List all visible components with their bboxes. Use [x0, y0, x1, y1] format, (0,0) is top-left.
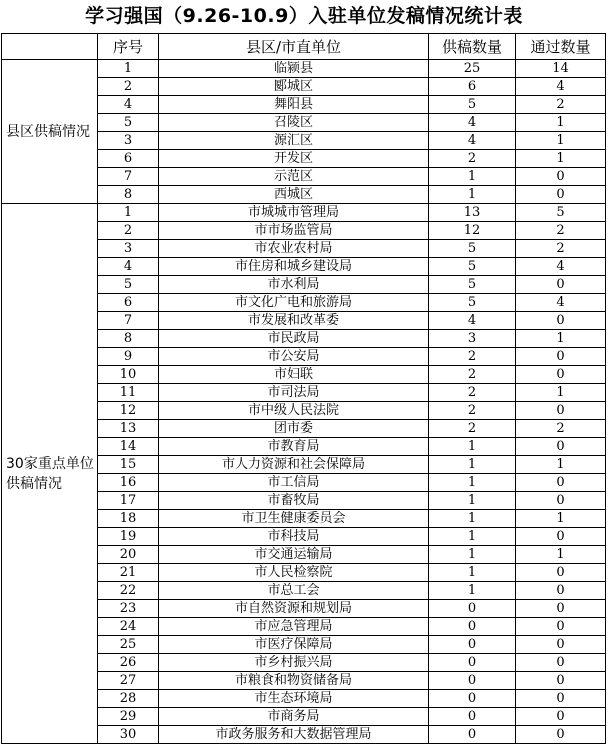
row-number: 17: [98, 492, 159, 510]
unit-name: 市教育局: [159, 438, 429, 456]
row-number: 2: [98, 78, 159, 96]
passed-count: 0: [516, 654, 606, 672]
unit-name: 市科技局: [159, 528, 429, 546]
passed-count: 1: [516, 132, 606, 150]
submitted-count: 2: [429, 348, 516, 366]
unit-name: 源汇区: [159, 132, 429, 150]
passed-count: 0: [516, 474, 606, 492]
submitted-count: 12: [429, 222, 516, 240]
unit-name: 市文化广电和旅游局: [159, 294, 429, 312]
passed-count: 0: [516, 402, 606, 420]
row-number: 26: [98, 654, 159, 672]
unit-name: 市自然资源和规划局: [159, 600, 429, 618]
unit-name: 市民政局: [159, 330, 429, 348]
submitted-count: 1: [429, 186, 516, 204]
passed-count: 0: [516, 312, 606, 330]
submitted-count: 2: [429, 150, 516, 168]
submitted-count: 0: [429, 690, 516, 708]
unit-name: 市农业农村局: [159, 240, 429, 258]
passed-count: 2: [516, 96, 606, 114]
passed-count: 4: [516, 78, 606, 96]
submitted-count: 4: [429, 132, 516, 150]
passed-count: 0: [516, 618, 606, 636]
submitted-count: 0: [429, 600, 516, 618]
unit-name: 市住房和城乡建设局: [159, 258, 429, 276]
unit-name: 市水利局: [159, 276, 429, 294]
table-row: [2, 60, 606, 78]
submitted-count: 0: [429, 672, 516, 690]
row-number: 6: [98, 294, 159, 312]
unit-name: 西城区: [159, 186, 429, 204]
row-number: 27: [98, 672, 159, 690]
unit-name: 市医疗保障局: [159, 636, 429, 654]
row-number: 7: [98, 168, 159, 186]
passed-count: 4: [516, 258, 606, 276]
passed-count: 2: [516, 222, 606, 240]
submitted-count: 1: [429, 582, 516, 600]
submitted-count: 1: [429, 546, 516, 564]
passed-count: 0: [516, 366, 606, 384]
unit-name: 市发展和改革委: [159, 312, 429, 330]
submitted-count: 0: [429, 618, 516, 636]
submitted-count: 0: [429, 654, 516, 672]
unit-name: 市卫生健康委员会: [159, 510, 429, 528]
unit-name: 市总工会: [159, 582, 429, 600]
submitted-count: 25: [429, 60, 516, 78]
passed-count: 2: [516, 240, 606, 258]
submitted-count: 1: [429, 168, 516, 186]
submitted-count: 4: [429, 114, 516, 132]
header-category: [2, 34, 98, 60]
submitted-count: 2: [429, 366, 516, 384]
passed-count: 0: [516, 186, 606, 204]
passed-count: 0: [516, 564, 606, 582]
submitted-count: 2: [429, 402, 516, 420]
submitted-count: 0: [429, 726, 516, 744]
unit-name: 市应急管理局: [159, 618, 429, 636]
passed-count: 0: [516, 582, 606, 600]
row-number: 4: [98, 258, 159, 276]
passed-count: 0: [516, 348, 606, 366]
submitted-count: 5: [429, 258, 516, 276]
submitted-count: 1: [429, 510, 516, 528]
passed-count: 14: [516, 60, 606, 78]
unit-name: 召陵区: [159, 114, 429, 132]
table-body: [2, 60, 606, 744]
passed-count: 0: [516, 492, 606, 510]
row-number: 11: [98, 384, 159, 402]
submitted-count: 3: [429, 330, 516, 348]
unit-name: 市城城市管理局: [159, 204, 429, 222]
row-number: 24: [98, 618, 159, 636]
submitted-count: 4: [429, 312, 516, 330]
header-passed: 通过数量: [516, 34, 606, 60]
row-number: 8: [98, 186, 159, 204]
unit-name: 市政务服务和大数据管理局: [159, 726, 429, 744]
row-number: 13: [98, 420, 159, 438]
unit-name: 市司法局: [159, 384, 429, 402]
passed-count: 1: [516, 150, 606, 168]
row-number: 14: [98, 438, 159, 456]
passed-count: 0: [516, 438, 606, 456]
submitted-count: 2: [429, 384, 516, 402]
submitted-count: 1: [429, 492, 516, 510]
row-number: 3: [98, 132, 159, 150]
unit-name: 市商务局: [159, 708, 429, 726]
unit-name: 市畜牧局: [159, 492, 429, 510]
passed-count: 1: [516, 456, 606, 474]
row-number: 1: [98, 204, 159, 222]
unit-name: 市人民检察院: [159, 564, 429, 582]
row-number: 5: [98, 114, 159, 132]
passed-count: 0: [516, 636, 606, 654]
unit-name: 市公安局: [159, 348, 429, 366]
row-number: 3: [98, 240, 159, 258]
passed-count: 1: [516, 330, 606, 348]
passed-count: 0: [516, 528, 606, 546]
unit-name: 市妇联: [159, 366, 429, 384]
row-number: 25: [98, 636, 159, 654]
passed-count: 0: [516, 708, 606, 726]
header-submitted: 供稿数量: [429, 34, 516, 60]
row-number: 23: [98, 600, 159, 618]
passed-count: 1: [516, 114, 606, 132]
row-number: 4: [98, 96, 159, 114]
submitted-count: 1: [429, 456, 516, 474]
submitted-count: 5: [429, 96, 516, 114]
row-number: 12: [98, 402, 159, 420]
submitted-count: 1: [429, 564, 516, 582]
row-number: 22: [98, 582, 159, 600]
passed-count: 4: [516, 294, 606, 312]
submitted-count: 1: [429, 438, 516, 456]
passed-count: 1: [516, 546, 606, 564]
submitted-count: 2: [429, 420, 516, 438]
unit-name: 市乡村振兴局: [159, 654, 429, 672]
row-number: 7: [98, 312, 159, 330]
passed-count: 0: [516, 726, 606, 744]
submitted-count: 6: [429, 78, 516, 96]
unit-name: 市工信局: [159, 474, 429, 492]
passed-count: 0: [516, 168, 606, 186]
passed-count: 0: [516, 600, 606, 618]
row-number: 29: [98, 708, 159, 726]
row-number: 1: [98, 60, 159, 78]
passed-count: 1: [516, 384, 606, 402]
row-number: 30: [98, 726, 159, 744]
unit-name: 示范区: [159, 168, 429, 186]
row-number: 28: [98, 690, 159, 708]
submitted-count: 1: [429, 528, 516, 546]
row-number: 2: [98, 222, 159, 240]
unit-name: 市生态环境局: [159, 690, 429, 708]
row-number: 20: [98, 546, 159, 564]
unit-name: 开发区: [159, 150, 429, 168]
submitted-count: 5: [429, 240, 516, 258]
passed-count: 0: [516, 672, 606, 690]
unit-name: 临颍县: [159, 60, 429, 78]
group-label: 县区供稿情况: [2, 60, 98, 204]
passed-count: 1: [516, 510, 606, 528]
passed-count: 0: [516, 690, 606, 708]
passed-count: 5: [516, 204, 606, 222]
table-row: [2, 204, 606, 222]
submitted-count: 5: [429, 294, 516, 312]
unit-name: 舞阳县: [159, 96, 429, 114]
unit-name: 市中级人民法院: [159, 402, 429, 420]
row-number: 21: [98, 564, 159, 582]
row-number: 8: [98, 330, 159, 348]
header-unit: 县区/市直单位: [159, 34, 429, 60]
row-number: 19: [98, 528, 159, 546]
unit-name: 团市委: [159, 420, 429, 438]
row-number: 9: [98, 348, 159, 366]
header-row: [2, 34, 606, 60]
group-label: 30家重点单位供稿情况: [2, 204, 98, 744]
unit-name: 市交通运输局: [159, 546, 429, 564]
stats-table: [1, 33, 606, 744]
unit-name: 市市场监管局: [159, 222, 429, 240]
row-number: 18: [98, 510, 159, 528]
submitted-count: 0: [429, 636, 516, 654]
row-number: 15: [98, 456, 159, 474]
header-number: 序号: [98, 34, 159, 60]
unit-name: 市粮食和物资储备局: [159, 672, 429, 690]
sheet-title: 学习强国（9.26-10.9）入驻单位发稿情况统计表: [85, 5, 523, 27]
passed-count: 0: [516, 276, 606, 294]
row-number: 6: [98, 150, 159, 168]
row-number: 10: [98, 366, 159, 384]
passed-count: 2: [516, 420, 606, 438]
unit-name: 郾城区: [159, 78, 429, 96]
submitted-count: 0: [429, 708, 516, 726]
submitted-count: 5: [429, 276, 516, 294]
row-number: 16: [98, 474, 159, 492]
unit-name: 市人力资源和社会保障局: [159, 456, 429, 474]
submitted-count: 13: [429, 204, 516, 222]
row-number: 5: [98, 276, 159, 294]
submitted-count: 1: [429, 474, 516, 492]
